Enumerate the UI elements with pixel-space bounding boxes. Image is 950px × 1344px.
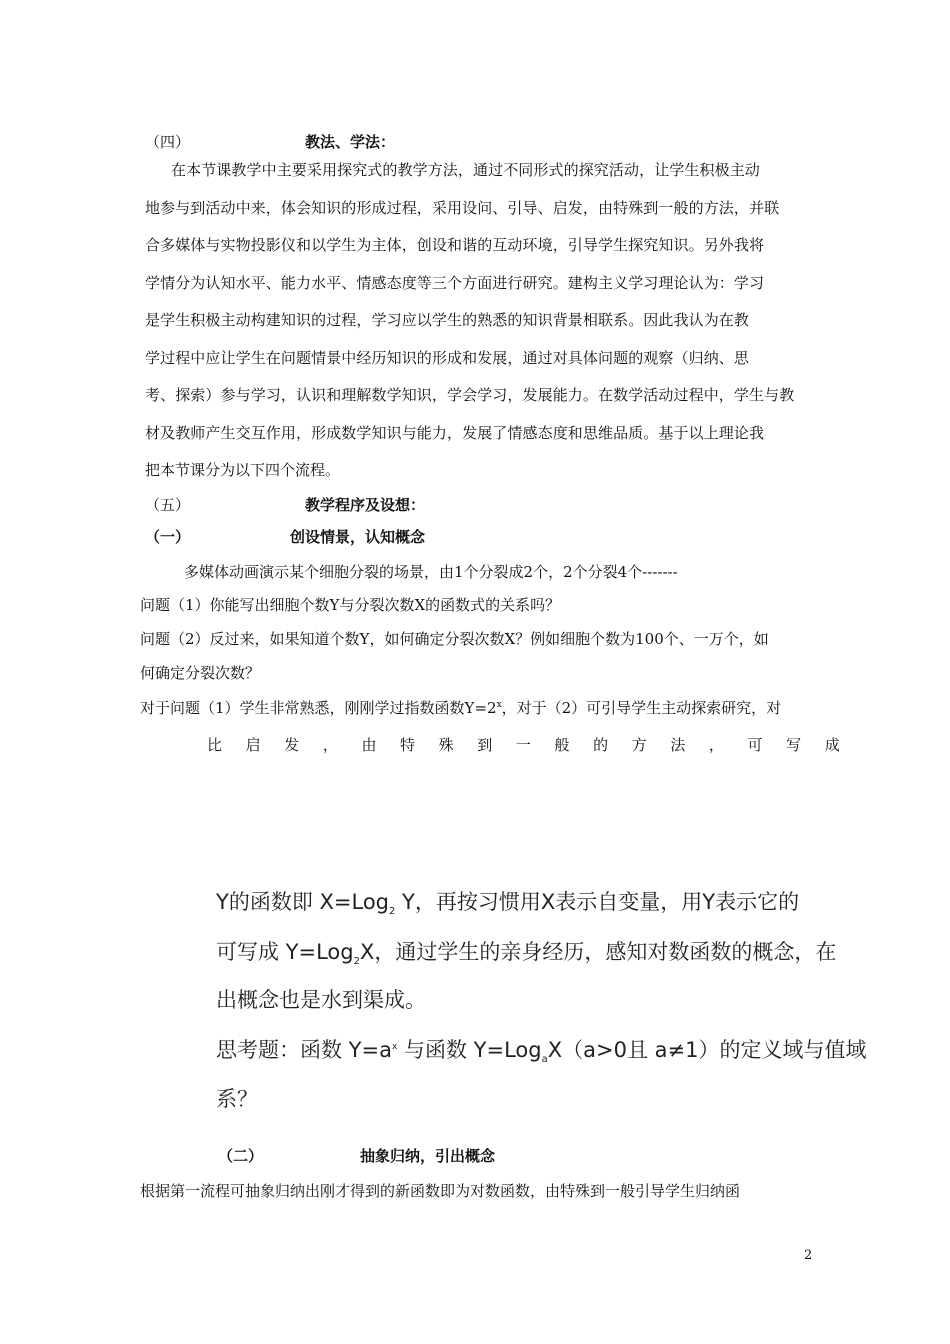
text-line: 考、探索）参与学习，认识和理解数学知识，学会学习，发展能力。在数学活动过程中，学生与教 [145,386,795,404]
text-span: ，对于（2）可引导学生主动探索研究，对 [501,699,782,717]
subscript: 2 [389,906,396,918]
text-line: 学情分为认知水平、能力水平、情感态度等三个方面进行研究。建构主义学习理论认为：学习 [145,274,765,292]
text-line: 在本节课教学中主要采用探究式的教学方法，通过不同形式的探究活动，让学生积极主动 [171,161,760,179]
char: 由 [361,736,377,754]
section-5-number: （五） [145,496,191,514]
image-line: 系？ [216,1087,258,1111]
text-line: 何确定分裂次数？ [140,664,261,682]
superscript: x [496,700,502,710]
image-line [216,886,799,917]
text-line: 是学生积极主动构建知识的过程，学习应以学生的熟悉的知识背景相联系。因此我认为在教 [145,311,750,329]
image-line [216,936,836,967]
char: 方 [631,736,647,754]
char: 法 [670,736,686,754]
text-line: 地参与到活动中来，体会知识的形成过程，采用设问、引导、启发，由特殊到一般的方法，并联 [145,199,780,217]
text-span: 思考题：函数 Y=a [216,1038,392,1062]
text-span: Y的函数即 X=Log [216,890,389,914]
section-4-title: 教法、学法： [305,133,396,151]
char: 特 [400,736,416,754]
text-line: 把本节课分为以下四个流程。 [145,461,341,479]
text-span: 对于问题（1）学生非常熟悉，刚刚学过指数函数Y=2 [140,699,497,717]
text-span: Y，再按习惯用X表示自变量，用Y表示它的 [395,890,800,914]
char: 一 [515,736,531,754]
char: 到 [477,736,493,754]
char: 可 [747,736,763,754]
text-line: 问题（1）你能写出细胞个数Y与分裂次数X的函数式的关系吗？ [140,596,561,614]
char: 成 [824,736,840,754]
text-span: 与函数 Y=Log [397,1038,542,1062]
subsection-1-title: 创设情景，认知概念 [290,528,426,546]
text-span: 可写成 Y=Log [216,940,354,964]
embedded-image-text [210,880,867,1120]
text-line: 多媒体动画演示某个细胞分裂的场景，由1个分裂成2个，2个分裂4个------- [184,563,678,581]
subscript: 2 [353,956,360,968]
subscript: a [541,1054,548,1066]
text-line: 问题（2）反过来，如果知道个数Y，如何确定分裂次数X？例如细胞个数为100个、一万个，如 [140,630,769,648]
text-line: 材及教师产生交互作用，形成数学知识与能力，发展了情感态度和思维品质。基于以上理论我 [145,424,765,442]
char: ， [708,736,724,754]
char: 发 [284,736,300,754]
text-line: 合多媒体与实物投影仪和以学生为主体，创设和谐的互动环境，引导学生探究知识。另外我将 [145,236,765,254]
char: 比 [207,736,223,754]
text-line [140,697,781,718]
text-line: 学过程中应让学生在问题情景中经历知识的形成和发展，通过对具体问题的观察（归纳、思 [145,349,750,367]
text-span: X（a>0且 a≠1）的定义域与值域 [547,1038,867,1062]
justified-line [207,734,840,755]
superscript: x [391,1042,398,1052]
char: ， [322,736,338,754]
char: 般 [554,736,570,754]
image-line: 出概念也是水到渠成。 [216,988,426,1012]
char: 启 [245,736,261,754]
text-span: X，通过学生的亲身经历，感知对数函数的概念，在 [359,940,837,964]
section-4-number: （四） [145,133,191,151]
char: 殊 [438,736,454,754]
image-line [216,1034,866,1065]
subsection-1-number: （一） [145,528,191,546]
char: 的 [593,736,609,754]
subsection-2-number: （二） [218,1147,264,1165]
section-5-title: 教学程序及设想： [305,496,426,514]
page-number: 2 [804,1248,813,1263]
subsection-2-title: 抽象归纳，引出概念 [360,1147,496,1165]
char: 写 [786,736,802,754]
paragraph-abstraction: 根据第一流程可抽象归纳出刚才得到的新函数即为对数函数，由特殊到一般引导学生归纳函 [140,1182,741,1200]
